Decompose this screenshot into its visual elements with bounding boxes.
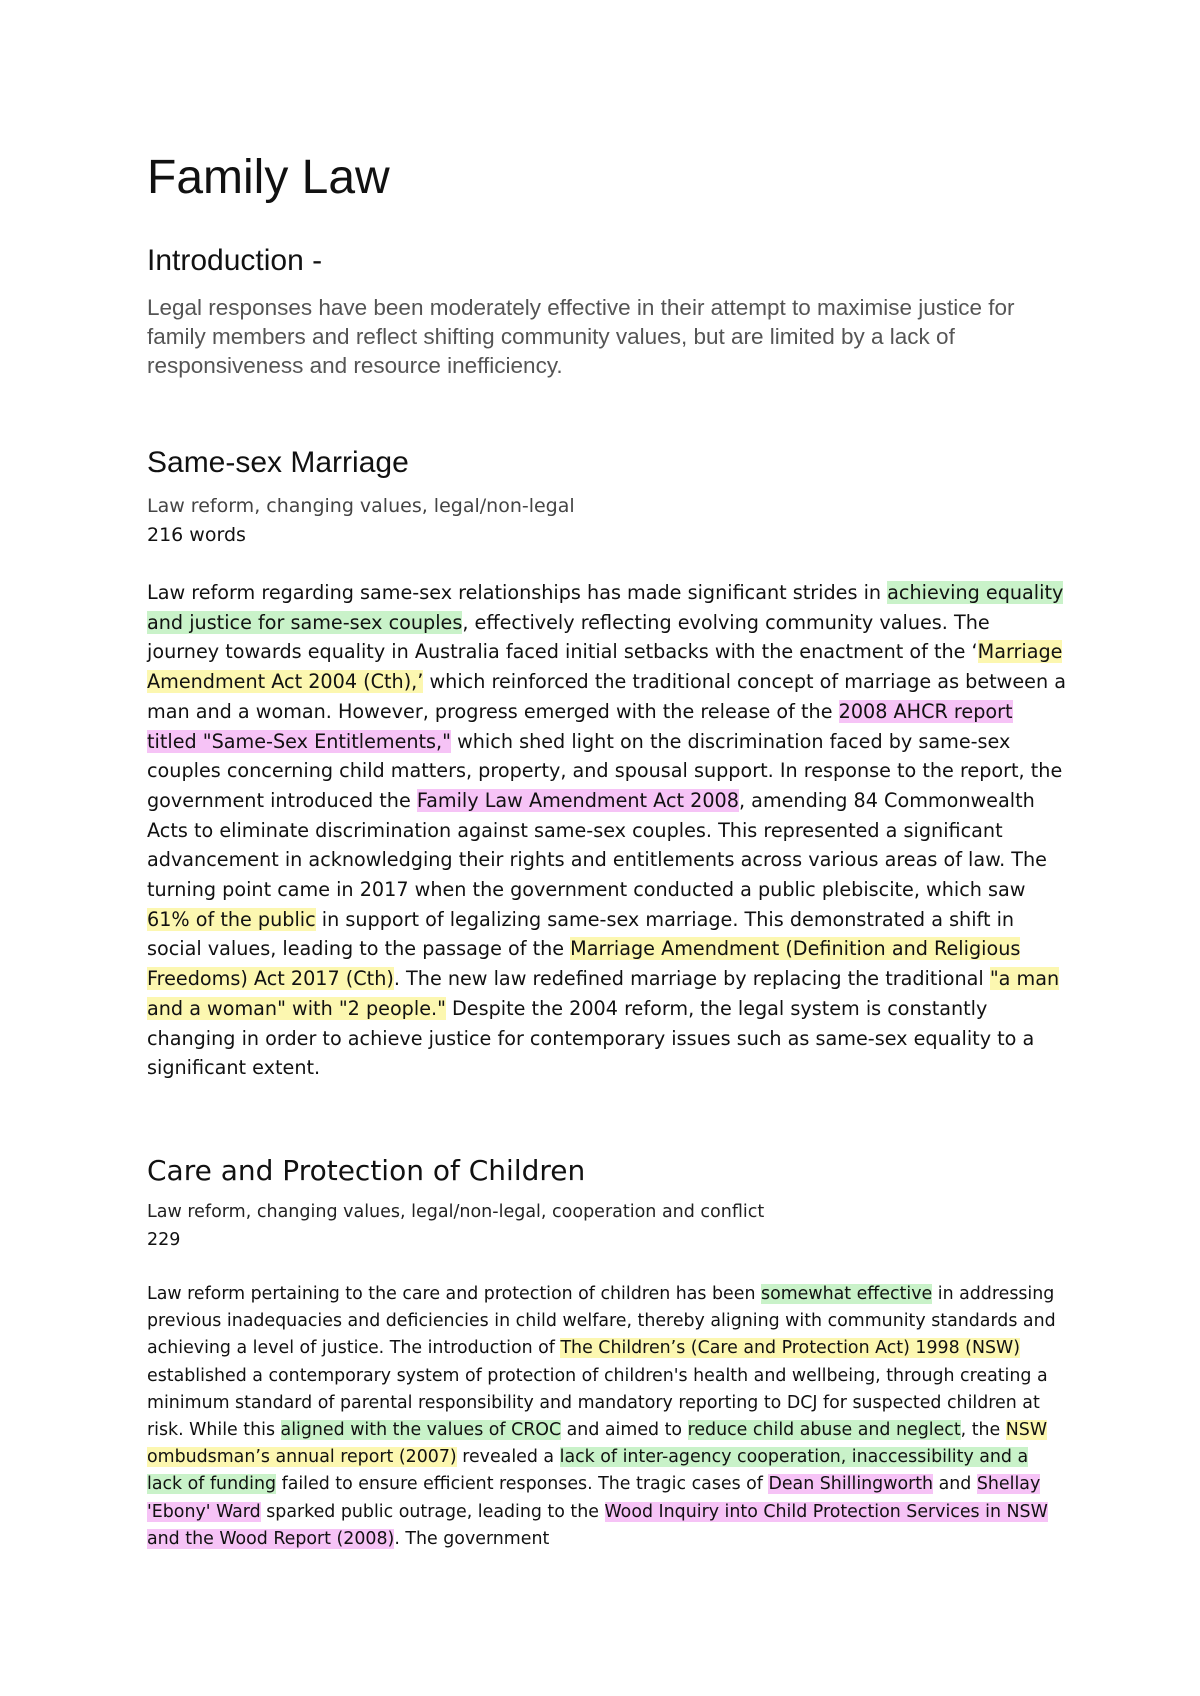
- word-count: 216 words: [147, 524, 246, 546]
- text-segment: revealed a: [456, 1447, 560, 1468]
- text-segment: established a contemporary system of protection of children's health and wellbeing, through creating a minimum standard of parental responsibility and mandatory reporting to DCJ for suspected children at risk. While this: [147, 1365, 1048, 1441]
- highlighted-text: Marriage Amendment (Definition and Religious Freedoms) Act 2017 (Cth): [147, 937, 1021, 991]
- text-segment: . The new law redefined marriage by replacing the traditional: [393, 967, 990, 991]
- word-count: 229: [147, 1230, 181, 1250]
- text-segment: which reinforced the traditional concept of marriage as between a man and a woman. However, progress emerged with the release of the: [147, 670, 1066, 723]
- highlighted-text: Wood Inquiry into Child Protection Services in NSW and the Wood Report (2008): [147, 1501, 1048, 1549]
- section-paragraph-care-and-protection: [147, 1281, 1067, 1553]
- text-segment: Law reform pertaining to the care and protection of children has been: [147, 1284, 762, 1304]
- text-segment: and aimed to: [561, 1420, 688, 1441]
- text-segment: Law reform regarding same-sex relationships has made significant strides in: [147, 581, 888, 604]
- section-heading-same-sex-marriage: Same-sex Marriage: [147, 446, 409, 479]
- highlighted-text: NSW ombudsman’s annual report (2007): [147, 1420, 1048, 1468]
- highlighted-text: "a man and a woman" with "2 people.": [147, 967, 1060, 1020]
- text-segment: which shed light on the discrimination faced by same-sex couples concerning child matters, property, and spousal support. In response to the report, the government introduced the: [147, 729, 1063, 812]
- highlighted-text: lack of inter-agency cooperation, inaccessibility and a lack of funding: [147, 1447, 1029, 1495]
- introduction-heading: Introduction -: [147, 244, 323, 277]
- highlighted-text: Dean Shillingworth: [768, 1474, 934, 1495]
- highlighted-text: aligned with the values of CROC: [280, 1420, 562, 1441]
- page-title: Family Law: [147, 151, 390, 204]
- section-paragraph-same-sex-marriage: [147, 578, 1067, 1083]
- introduction-paragraph: Legal responses have been moderately effective in their attempt to maximise justice for family members and reflect shifting community values, but are limited by a lack of responsiveness and resource inefficiency.: [147, 295, 1015, 378]
- text-segment: . The government: [394, 1528, 550, 1549]
- highlighted-text: 61% of the public: [147, 907, 316, 931]
- highlighted-text: reduce child abuse and neglect: [687, 1420, 961, 1441]
- text-segment: , effectively reflecting evolving community values. The journey towards equality in Australia faced initial setbacks with the enactment of the ‘: [147, 610, 990, 664]
- text-segment: Despite the 2004 reform, the legal system is constantly changing in order to achieve justice for contemporary issues such as same-sex equality to a significant extent.: [147, 996, 1035, 1080]
- highlighted-text: Shellay 'Ebony' Ward: [147, 1474, 1041, 1522]
- text-segment: and: [933, 1474, 977, 1495]
- highlighted-text: achieving equality and justice for same-sex couples: [147, 581, 1064, 634]
- highlighted-text: Marriage Amendment Act 2004 (Cth),’: [147, 640, 1063, 694]
- text-segment: in addressing previous inadequacies and deficiencies in child welfare, thereby aligning with community standards and achieving a level of justice. The introduction of: [147, 1284, 1056, 1359]
- highlighted-text: 2008 AHCR report titled "Same-Sex Entitlements,": [147, 699, 1013, 753]
- highlighted-text: Family Law Amendment Act 2008: [416, 788, 739, 812]
- text-segment: failed to ensure efficient responses. The tragic cases of: [276, 1474, 769, 1495]
- text-segment: in support of legalizing same-sex marriage. This demonstrated a shift in social values, leading to the passage of the: [147, 907, 1015, 961]
- highlighted-text: somewhat effective: [761, 1284, 933, 1304]
- highlighted-text: The Children’s (Care and Protection Act) 1998 (NSW): [560, 1338, 1020, 1359]
- section-tags: Law reform, changing values, legal/non-legal, cooperation and conflict: [147, 1202, 765, 1222]
- section-heading-care-and-protection: Care and Protection of Children: [147, 1154, 586, 1187]
- text-segment: , the: [960, 1420, 1006, 1441]
- text-segment: sparked public outrage, leading to the: [260, 1501, 605, 1522]
- section-tags: Law reform, changing values, legal/non-legal: [147, 495, 575, 517]
- text-segment: , amending 84 Commonwealth Acts to eliminate discrimination against same-sex couples. This represented a significant advancement in acknowledging their rights and entitlements across various areas of law. The turning point came in 2017 when the government conducted a public plebiscite, which saw: [147, 788, 1047, 902]
